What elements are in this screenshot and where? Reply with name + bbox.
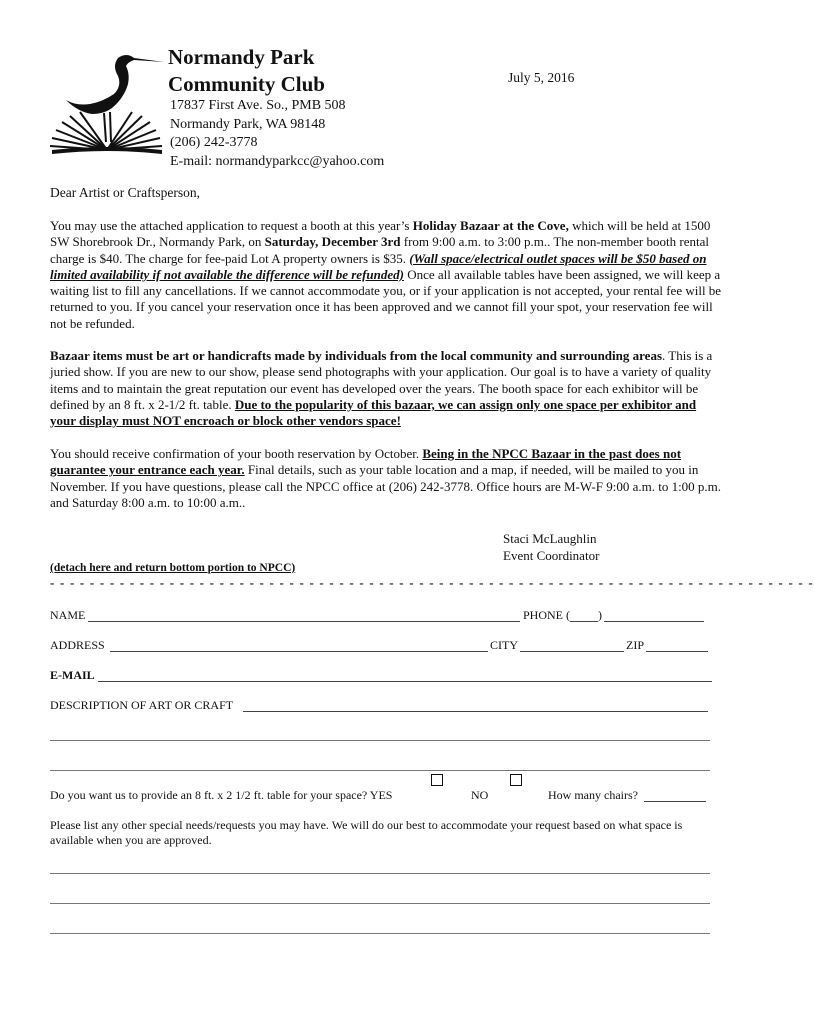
special-needs-line-1[interactable] [50, 873, 710, 874]
org-name-line2: Community Club [168, 72, 325, 96]
p3-text1: You should receive confirmation of your booth reservation by October. [50, 446, 423, 461]
p1-wall-space-note: (Wall space/electrical outlet spaces will be $50 based on limited availability if not available the difference will be refunded) [50, 250, 707, 282]
heron-logo-icon [48, 50, 166, 160]
description-line-2[interactable] [50, 740, 710, 741]
zip-label: ZIP [626, 638, 644, 652]
signature-block [503, 530, 599, 564]
address-field[interactable] [110, 651, 488, 652]
email-address: E-mail: normandyparkcc@yahoo.com [170, 153, 385, 169]
description-label: DESCRIPTION OF ART OR CRAFT [50, 698, 234, 712]
address-label: ADDRESS [50, 638, 105, 652]
p1-event-date: Saturday, December 3rd [264, 234, 401, 250]
p2-requirement: Bazaar items must be art or handicrafts made by individuals from the local community and surrounding areas [50, 348, 662, 363]
special-needs-instructions: Please list any other special needs/requests you may have. We will do our best to accommodate your request based on what space is available when you are approved. [50, 818, 683, 847]
p3-no-guarantee: Being in the NPCC Bazaar in the past does not guarantee your entrance each year. [50, 446, 682, 478]
paragraph-booth-request [50, 218, 722, 332]
description-line-3[interactable] [50, 770, 710, 771]
no-label: NO [471, 788, 489, 802]
chairs-count-field[interactable] [644, 801, 706, 802]
zip-field[interactable] [646, 651, 708, 652]
phone-number-field[interactable] [604, 621, 704, 622]
p3-text2: Final details, such as your table location and a map, if needed, will be mailed to you in November. If you have questions, please call the NPCC office at (206) 242-3778. Office hours are M-W-F 9:00 a.m. to 1:00 p.m. and Saturday 8:00 a.m. to 10:00 a.m.. [50, 462, 722, 510]
p1-text4: Once all available tables have been assigned, we will keep a waiting list to fill any cancellations. If we cannot accommodate you, or if your application is not accepted, your rental fee will be returned to you. If you cancel your reservation once it has been approved and we cannot fill your spot, your reservation fee will not be refunded. [50, 266, 722, 331]
name-label: NAME [50, 608, 86, 622]
organization-name [168, 44, 325, 98]
phone-number: (206) 242-3778 [170, 135, 258, 150]
org-name-line1: Normandy Park [168, 45, 315, 69]
paragraph-confirmation [50, 446, 722, 511]
p1-text1: You may use the attached application to request a booth at this year’s [50, 218, 413, 233]
detach-dashed-line: - - - - - - - - - - - - - - - - - - - - - - - - - - - - - - - - - - - - - - - - - - - - - - - - - - - - - - - - - - - - - - - - - - - - - - - - - - - - - [50, 575, 814, 590]
address-line2: Normandy Park, WA 98148 [170, 116, 326, 132]
phone-close-paren: ) [598, 608, 602, 622]
phone-label: PHONE ( [523, 608, 570, 622]
letter-date: July 5, 2016 [508, 70, 575, 85]
salutation: Dear Artist or Craftsperson, [50, 185, 200, 200]
p2-text1: . This is a juried show. If you are new to our show, please send photographs with your application. Our goal is to have a variety of quality items and to maintain the great reputation our event has developed over the years. The booth space for each exhibitor will be defined by an 8 ft. x 2-1/2 ft. table. [50, 348, 713, 412]
description-field[interactable] [243, 711, 708, 712]
city-field[interactable] [520, 651, 624, 652]
name-field[interactable] [88, 621, 520, 622]
table-question: Do you want us to provide an 8 ft. x 2 1/2 ft. table for your space? YES [50, 788, 393, 802]
detach-note: (detach here and return bottom portion to NPCC) [50, 562, 296, 574]
paragraph-juried-show [50, 348, 722, 429]
signer-name: Staci McLaughlin [503, 531, 597, 546]
city-label: CITY [490, 638, 518, 652]
p2-space-limit: Due to the popularity of this bazaar, we can assign only one space per exhibitor and your display must NOT encroach or block other vendors space! [50, 396, 697, 429]
p1-text2: which will be held at 1500 SW Shorebrook Dr., Normandy Park, on [50, 218, 711, 250]
address-line1: 17837 First Ave. So., PMB 508 [170, 98, 346, 113]
yes-checkbox[interactable] [431, 774, 443, 786]
special-needs-line-3[interactable] [50, 933, 710, 934]
email-field[interactable] [98, 681, 712, 682]
p1-event-name: Holiday Bazaar at the Cove, [412, 218, 569, 233]
signer-title: Event Coordinator [503, 548, 600, 563]
special-needs-line-2[interactable] [50, 903, 710, 904]
p1-text3: from 9:00 a.m. to 3:00 p.m.. The non-member booth rental charge is $40. The charge for fee-paid Lot A property owners is $35. [50, 234, 709, 266]
phone-area-code-field[interactable] [570, 621, 598, 622]
email-label: E-MAIL [50, 668, 95, 682]
organization-address [170, 97, 384, 171]
no-checkbox[interactable] [510, 774, 522, 786]
chairs-label: How many chairs? [548, 788, 638, 802]
